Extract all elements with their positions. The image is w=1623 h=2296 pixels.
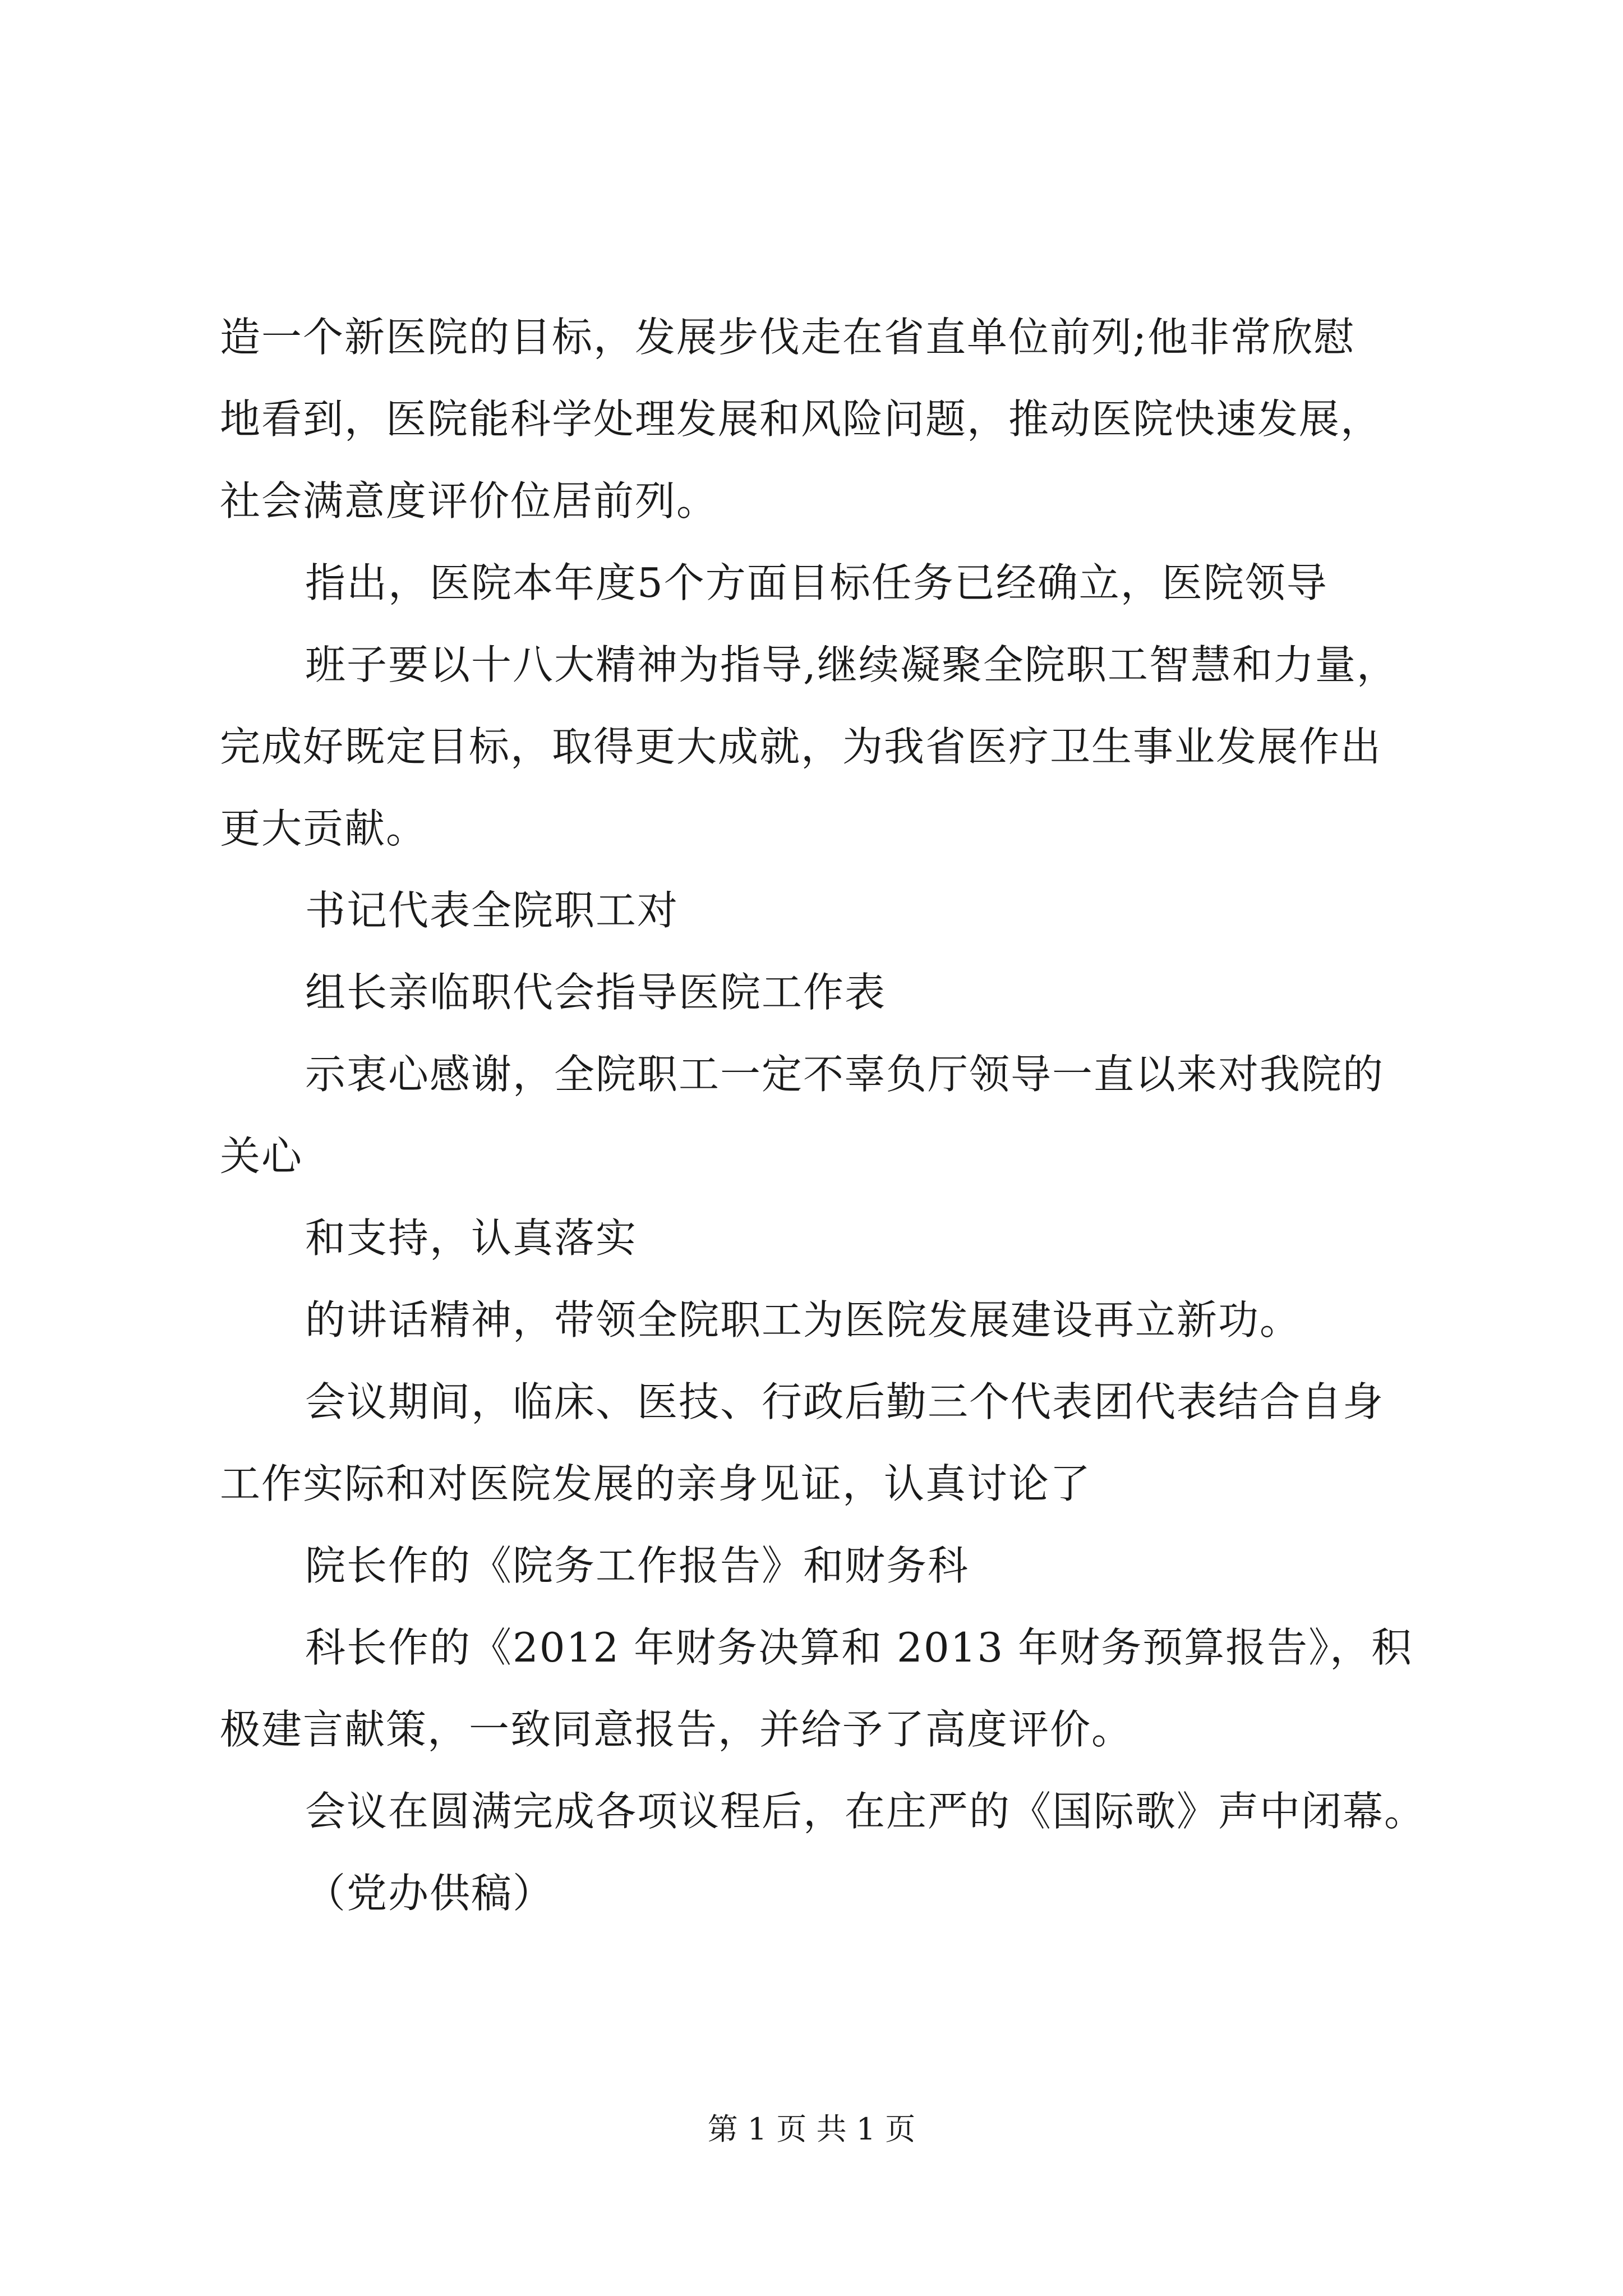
text-line: 和支持，认真落实 [305, 1214, 638, 1262]
text-line: 更大贡献。 [220, 805, 428, 852]
text-line: 组长亲临职代会指导医院工作表 [305, 969, 887, 1016]
text-line: 造一个新医院的目标，发展步伐走在省直单位前列;他非常欣慰 [220, 314, 1355, 361]
page-number: 第 1 页 共 1 页 [707, 2111, 916, 2147]
text-line: 示衷心感谢，全院职工一定不辜负厅领导一直以来对我院的 [305, 1051, 1385, 1098]
text-line: 班子要以十八大精神为指导,继续凝聚全院职工智慧和力量， [305, 641, 1398, 688]
text-line: 会议期间，临床、医技、行政后勤三个代表团代表结合自身 [305, 1378, 1385, 1425]
text-line: 极建言献策，一致同意报告，并给予了高度评价。 [220, 1706, 1133, 1753]
text-line: 科长作的《2012 年财务决算和 2013 年财务预算报告》，积 [305, 1624, 1413, 1671]
text-line: 院长作的《院务工作报告》和财务科 [305, 1542, 970, 1589]
document-body [220, 296, 1426, 1934]
text-line: 指出，医院本年度5个方面目标任务已经确立，医院领导 [305, 559, 1328, 606]
text-line: 关心 [220, 1133, 303, 1180]
text-line: 的讲话精神，带领全院职工为医院发展建设再立新功。 [305, 1296, 1302, 1343]
text-line: 地看到，医院能科学处理发展和风险问题，推动医院快速发展， [220, 395, 1382, 443]
text-line: 社会满意度评价位居前列。 [220, 477, 718, 524]
text-line: 会议在圆满完成各项议程后，在庄严的《国际歌》声中闭幕。 [305, 1788, 1426, 1835]
text-line: 完成好既定目标，取得更大成就，为我省医疗卫生事业发展作出 [220, 723, 1382, 770]
text-line: （党办供稿） [305, 1870, 555, 1917]
text-line: 书记代表全院职工对 [305, 887, 679, 934]
text-line: 工作实际和对医院发展的亲身见证，认真讨论了 [220, 1460, 1092, 1507]
page-footer [0, 2107, 1623, 2152]
